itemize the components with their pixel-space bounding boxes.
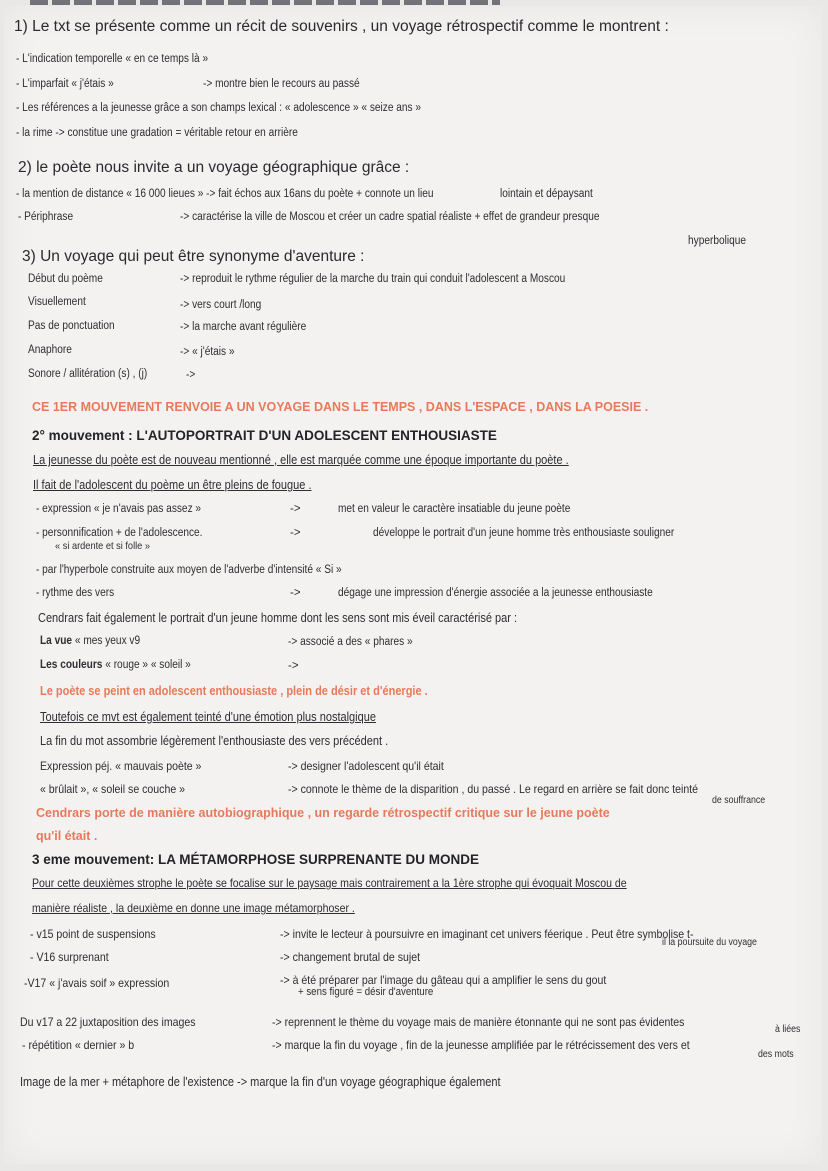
m2-expression-2-arrow: -> connote le thème de la disparition , du passé . Le regard en arrière se fait donc teinté (288, 782, 699, 796)
m2-bullet-4-text: dégage une impression d'énergie associée a la jeunesse enthousiaste (338, 587, 653, 599)
section-3-title: 3) Un voyage qui peut être synonyme d'aventure : (22, 248, 365, 265)
m3-row-4: Du v17 a 22 juxtaposition des images (20, 1015, 196, 1029)
m3-row-5-tail: des mots (758, 1049, 794, 1060)
section-1-title: 1) Le txt se présente comme un récit de souvenirs , un voyage rétrospectif comme le montrent : (14, 18, 669, 35)
m2-orange-conclusion-2: qu'il était . (36, 829, 98, 843)
s2-line-2b: -> caractérise la ville de Moscou et créer un cadre spatial réaliste + effet de grandeur presque (180, 211, 600, 223)
s1-line-1: - L'indication temporelle « en ce temps là » (16, 53, 209, 65)
cropped-top-line (30, 0, 500, 5)
m3-row-1: - v15 point de suspensions (30, 927, 156, 941)
s3-row-4-text: -> « j'étais » (180, 346, 235, 358)
m2-bullet-1: - expression « je n'avais pas assez » (36, 503, 202, 515)
s3-row-5-text: -> (186, 369, 196, 381)
m2-bullet-3: - par l'hyperbole construite aux moyen de l'adverbe d'intensité « Si » (36, 564, 342, 576)
m3-row-3-arrow: -> à été préparer par l'image du gâteau qui a amplifier le sens du gout (280, 973, 607, 987)
m2-vue-line (40, 635, 140, 647)
m2-expression-1-arrow: -> designer l'adolescent qu'il était (288, 759, 444, 773)
m2-bullet-2-arrow: -> (290, 527, 301, 539)
section-2-title: 2) le poète nous invite a un voyage géographique grâce : (18, 159, 410, 176)
m3-row-1-arrow: -> invite le lecteur à poursuivre en imaginant cet univers féerique . Peut être symbolise t- (280, 927, 694, 941)
m2-couleurs-arrow: -> (288, 660, 299, 672)
conclusion-movement-1: CE 1ER MOUVEMENT RENVOIE A UN VOYAGE DANS LE TEMPS , DANS L'ESPACE , DANS LA POESIE . (32, 400, 649, 414)
s3-row-1-label: Début du poème (28, 273, 103, 285)
m2-paragraph-1: Cendrars fait également le portrait d'un jeune homme dont les sens sont mis éveil caractérisé par : (38, 611, 518, 625)
m3-final-line: Image de la mer + métaphore de l'existence -> marque la fin d'un voyage géographique également (20, 1075, 501, 1089)
m2-expression-2: « brûlait », « soleil se couche » (40, 782, 185, 796)
m3-row-5-arrow: -> marque la fin du voyage , fin de la jeunesse amplifiée par le rétrécissement des vers et (272, 1038, 690, 1052)
s2-line-3: hyperbolique (688, 235, 746, 247)
m3-underlined-1: Pour cette deuxièmes strophe le poète se focalise sur le paysage mais contrairement a la 1ère strophe qui évoquait Moscou de (32, 876, 627, 890)
s1-line-2-arrow: -> montre bien le recours au passé (203, 78, 360, 90)
m3-row-5: - répétition « dernier » b (22, 1038, 135, 1052)
movement-3-title: 3 eme mouvement: LA MÉTAMORPHOSE SURPRENANTE DU MONDE (32, 852, 480, 867)
s2-line-1b: lointain et dépaysant (500, 188, 593, 200)
movement-2-title: 2° mouvement : L'AUTOPORTRAIT D'UN ADOLESCENT ENTHOUSIASTE (32, 428, 497, 443)
s3-row-1-text: -> reproduit le rythme régulier de la marche du train qui conduit l'adolescent a Moscou (180, 273, 566, 285)
m2-bullet-4: - rythme des vers (36, 587, 115, 599)
m2-orange-conclusion-1: Cendrars porte de manière autobiographique , un regarde rétrospectif critique sur le jeune poète (36, 806, 610, 820)
m2-bullet-1-arrow: -> (290, 503, 301, 515)
m2-bullet-2-text: développe le portrait d'un jeune homme très enthousiaste souligner (373, 527, 675, 539)
s1-line-2: - L'imparfait « j'étais » (16, 78, 114, 90)
m2-bullet-1-text: met en valeur le caractère insatiable du jeune poète (338, 503, 571, 515)
m2-couleurs-text: « rouge » « soleil » (102, 659, 191, 671)
m2-vue-arrow: -> associé a des « phares » (288, 636, 413, 648)
m3-row-4-tail: à liées (775, 1024, 801, 1035)
s1-line-3: - Les références a la jeunesse grâce a son champs lexical : « adolescence » « seize ans » (16, 102, 422, 114)
m2-couleurs-label: Les couleurs (40, 659, 103, 671)
m2-vue-label: La vue (40, 635, 73, 647)
s1-line-4: - la rime -> constitue une gradation = véritable retour en arrière (16, 127, 298, 139)
m2-underlined-3: Toutefois ce mvt est également teinté d'une émotion plus nostalgique (40, 710, 376, 724)
m3-row-3: -V17 « j'avais soif » expression (24, 976, 170, 990)
m2-couleurs-line (40, 659, 191, 671)
m2-underlined-2: Il fait de l'adolescent du poème un être pleins de fougue . (33, 478, 312, 492)
m2-underlined-1: La jeunesse du poète est de nouveau mentionné , elle est marquée comme une époque importante du poète . (33, 453, 569, 467)
m2-bullet-2-quote: « si ardente et si folle » (55, 540, 151, 552)
s2-line-1: - la mention de distance « 16 000 lieues » -> fait échos aux 16ans du poète + connote un lieu (16, 188, 434, 200)
m2-orange-statement: Le poète se peint en adolescent enthousiaste , plein de désir et d'énergie . (40, 684, 428, 698)
m2-vue-text: « mes yeux v9 (72, 635, 141, 647)
m3-row-1-tail: il la poursuite du voyage (662, 937, 757, 948)
s2-line-2: - Périphrase (18, 211, 74, 223)
m2-expression-1: Expression péj. « mauvais poète » (40, 759, 202, 773)
m2-paragraph-2: La fin du mot assombrie légèrement l'enthousiaste des vers précédent . (40, 734, 389, 748)
m3-row-4-arrow: -> reprennent le thème du voyage mais de manière étonnante qui ne sont pas évidentes (272, 1015, 685, 1029)
m2-expression-2-tail: de souffrance (712, 795, 766, 806)
s3-row-5-label: Sonore / allitération (s) , (j) (28, 368, 148, 380)
s3-row-2-text: -> vers court /long (180, 299, 262, 311)
m2-bullet-2: - personnification + de l'adolescence. (36, 527, 203, 539)
m3-row-2: - V16 surprenant (30, 950, 109, 964)
m3-row-3-tail: + sens figuré = désir d'aventure (298, 986, 434, 998)
m2-bullet-4-arrow: -> (290, 587, 301, 599)
s3-row-2-label: Visuellement (28, 296, 86, 308)
m3-underlined-2: manière réaliste , la deuxième en donne une image métamorphoser . (32, 901, 355, 915)
s3-row-4-label: Anaphore (28, 344, 72, 356)
s3-row-3-text: -> la marche avant régulière (180, 321, 307, 333)
s3-row-3-label: Pas de ponctuation (28, 320, 115, 332)
m3-row-2-arrow: -> changement brutal de sujet (280, 950, 421, 964)
